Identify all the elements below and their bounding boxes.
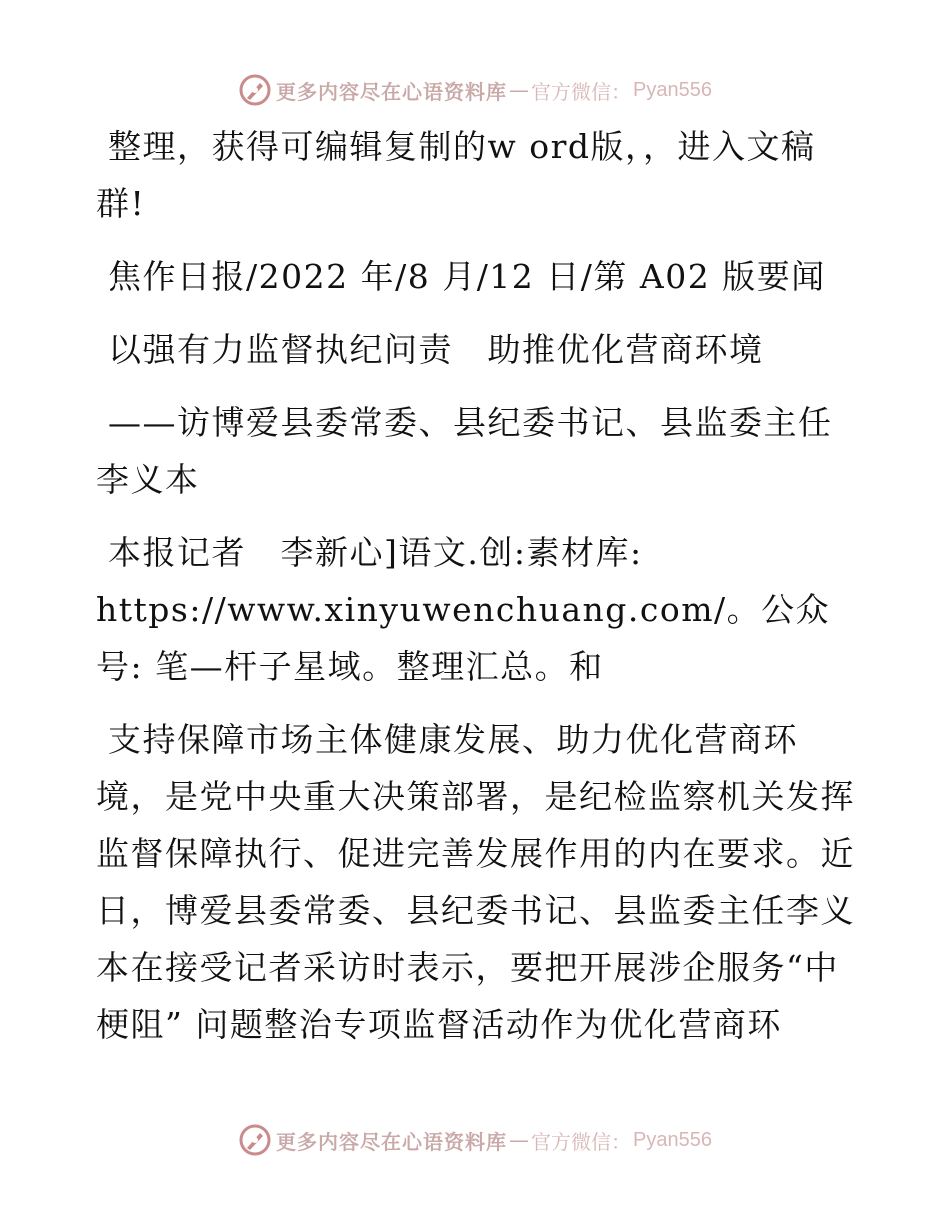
banner-dash: — [509,1128,530,1152]
document-body [96,118,856,1053]
byline-paragraph: 本报记者 李新心]语文.创:素材库: https://www.xinyuwenchuang.com/。公众号: 笔—杆子星域。整理汇总。和 [96,533,831,686]
header-watermark-banner [0,72,950,108]
pen-circle-icon [238,1123,272,1157]
banner-dash: — [509,78,530,102]
banner-wechat-label: 官方微信： [531,79,632,104]
banner-main-text: 更多内容尽在心语资料库 [276,79,508,104]
banner-wechat-id: Pyan556 [633,78,712,101]
intro-paragraph: 整理，获得可编辑复制的w ord版，，进入文稿群! [96,127,816,223]
banner-wechat-label: 官方微信： [531,1129,632,1154]
body-paragraph: 支持保障市场主体健康发展、助力优化营商环境，是党中央重大决策部署，是纪检监察机关发挥监督保障执行、促进完善发展作用的内在要求。近日，博爱县委常委、县纪委书记、县监委主任李义本在接受记者采访时表示，要把开展涉企服务“中梗阻” 问题整治专项监督活动作为优化营商环 [96,720,855,1044]
banner-main-text: 更多内容尽在心语资料库 [276,1129,508,1154]
article-subtitle: ——访博爱县委常委、县纪委书记、县监委主任李义本 [96,403,833,499]
pen-circle-icon [238,73,272,107]
footer-watermark-banner [0,1122,950,1158]
banner-wechat-id: Pyan556 [633,1128,712,1151]
source-line: 焦作日报/2022 年/8 月/12 日/第 A02 版要闻 [108,257,826,296]
article-title: 以强有力监督执纪问责 助推优化营商环境 [108,330,764,369]
